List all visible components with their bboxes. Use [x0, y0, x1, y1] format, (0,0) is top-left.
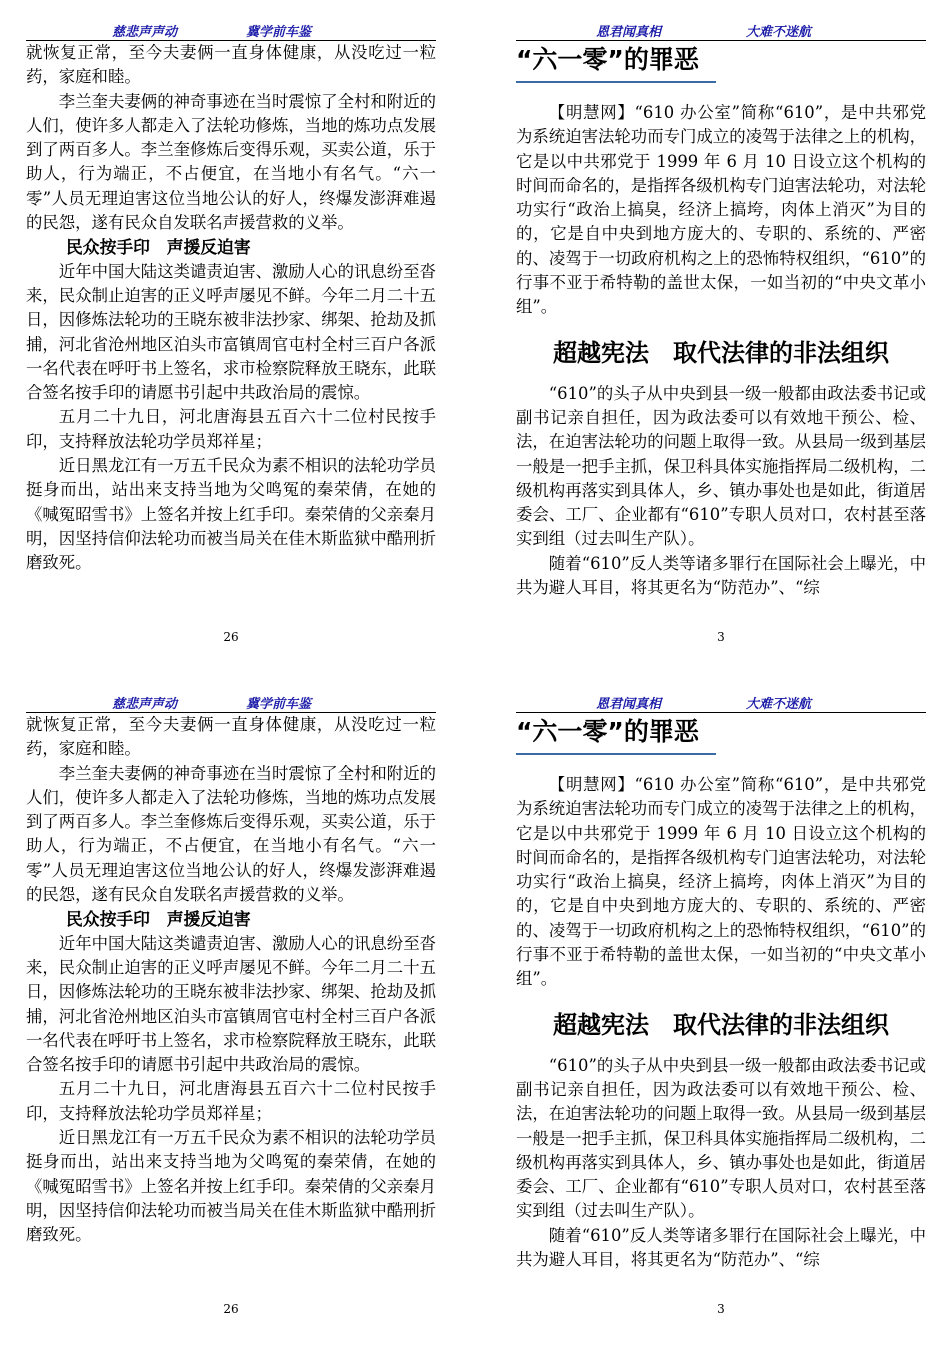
header-right-text: 冀学前车鉴: [246, 697, 312, 712]
header-left-text: 恩君闻真相: [596, 697, 662, 712]
header-right-text: 冀学前车鉴: [246, 25, 312, 40]
subheading: 民众按手印 声援反迫害: [66, 237, 251, 258]
page-26-bottom: [26, 686, 436, 1316]
running-header: [516, 14, 926, 41]
paragraph: “610”的头子从中央到县一级一般都由政法委书记或副书记亲自担任，因为政法委可以有效地干预公、检、法，在迫害法轮功的问题上取得一致。从县局一级到基层一般是一把手主抓，保卫科具体实施指挥局二级机构，二级机构再落实到具体人，乡、镇办事处也是如此，街道居委会、工厂、企业都有“610”专职人员对口，农村甚至落实到组（过去叫生产队）。: [516, 1055, 926, 1221]
running-header: [26, 686, 436, 713]
paragraph: 近日黑龙江有一万五千民众为素不相识的法轮功学员挺身而出，站出来支持当地为父鸣冤的秦荣倩，在她的《喊冤昭雪书》上签名并按上红手印。秦荣倩的父亲秦月明，因坚持信仰法轮功而被当局关在佳木斯监狱中酷刑折磨致死。: [26, 1128, 436, 1245]
section-heading: 超越宪法 取代法律的非法组织: [553, 338, 889, 367]
running-header: [516, 686, 926, 713]
header-right-text: 大难不迷航: [746, 697, 812, 712]
paragraph: 就恢复正常，至今夫妻俩一直身体健康，从没吃过一粒药，家庭和睦。: [26, 715, 436, 759]
article-title: “六一零”的罪恶: [516, 717, 716, 755]
paragraph: 【明慧网】“610 办公室”简称“610”，是中共邪党为系统迫害法轮功而专门成立的凌驾于法律之上的机构，它是以中共邪党于 1999 年 6 月 10 日设立这个机构的时间而命名的，是指挥各级机构专门迫害法轮功，对法轮功实行“政治上搞臭，经济上搞垮，肉体上消灭”为目的的，它是自中央到地方庞大的、专职的、系统的、严密的、凌驾于一切政府机构之上的恐怖特权组织，“610”的行事不亚于希特勒的盖世太保，一如当初的“中央文革小组”。: [516, 775, 926, 989]
paragraph: 李兰奎夫妻俩的神奇事迹在当时震惊了全村和附近的人们，使许多人都走入了法轮功修炼，当地的炼功点发展到了两百多人。李兰奎修炼后变得乐观，买卖公道，乐于助人，行为端正，不占便宜，在当地小有名气。“六一零”人员无理迫害这位当地公认的好人，终爆发澎湃难遏的民怨，遂有民众自发联名声援营救的义举。: [26, 91, 436, 233]
header-right-text: 大难不迷航: [746, 25, 812, 40]
header-left-text: 恩君闻真相: [596, 25, 662, 40]
page-body: [516, 101, 926, 600]
paragraph: 五月二十九日，河北唐海县五百六十二位村民按手印，支持释放法轮功学员郑祥星；: [26, 407, 436, 451]
section-heading: 超越宪法 取代法律的非法组织: [553, 1010, 889, 1039]
paragraph: “610”的头子从中央到县一级一般都由政法委书记或副书记亲自担任，因为政法委可以有效地干预公、检、法，在迫害法轮功的问题上取得一致。从县局一级到基层一般是一把手主抓，保卫科具体实施指挥局二级机构，二级机构再落实到具体人，乡、镇办事处也是如此，街道居委会、工厂、企业都有“610”专职人员对口，农村甚至落实到组（过去叫生产队）。: [516, 383, 926, 549]
paragraph: 就恢复正常，至今夫妻俩一直身体健康，从没吃过一粒药，家庭和睦。: [26, 43, 436, 87]
header-left-text: 慈悲声声动: [112, 25, 178, 40]
header-left-text: 慈悲声声动: [112, 697, 178, 712]
article-title: “六一零”的罪恶: [516, 45, 716, 83]
paragraph: 随着“610”反人类等诸多罪行在国际社会上曝光，中共为避人耳目，将其更名为“防范办”、“综: [516, 1225, 926, 1270]
paragraph: 李兰奎夫妻俩的神奇事迹在当时震惊了全村和附近的人们，使许多人都走入了法轮功修炼，当地的炼功点发展到了两百多人。李兰奎修炼后变得乐观，买卖公道，乐于助人，行为端正，不占便宜，在当地小有名气。“六一零”人员无理迫害这位当地公认的好人，终爆发澎湃难遏的民怨，遂有民众自发联名声援营救的义举。: [26, 763, 436, 905]
page-number: 3: [717, 630, 725, 644]
page-26-top: [26, 14, 436, 644]
page-number: 26: [223, 1302, 239, 1316]
running-header: [26, 14, 436, 41]
page-3-bottom: [516, 686, 926, 1316]
paragraph: 五月二十九日，河北唐海县五百六十二位村民按手印，支持释放法轮功学员郑祥星；: [26, 1079, 436, 1123]
page-body: [26, 41, 436, 576]
page-body: [26, 713, 436, 1248]
page-number: 26: [223, 630, 239, 644]
paragraph: 【明慧网】“610 办公室”简称“610”，是中共邪党为系统迫害法轮功而专门成立的凌驾于法律之上的机构，它是以中共邪党于 1999 年 6 月 10 日设立这个机构的时间而命名的，是指挥各级机构专门迫害法轮功，对法轮功实行“政治上搞臭，经济上搞垮，肉体上消灭”为目的的，它是自中央到地方庞大的、专职的、系统的、严密的、凌驾于一切政府机构之上的恐怖特权组织，“610”的行事不亚于希特勒的盖世太保，一如当初的“中央文革小组”。: [516, 103, 926, 317]
subheading: 民众按手印 声援反迫害: [66, 909, 251, 930]
paragraph: 近日黑龙江有一万五千民众为素不相识的法轮功学员挺身而出，站出来支持当地为父鸣冤的秦荣倩，在她的《喊冤昭雪书》上签名并按上红手印。秦荣倩的父亲秦月明，因坚持信仰法轮功而被当局关在佳木斯监狱中酷刑折磨致死。: [26, 456, 436, 573]
paragraph: 随着“610”反人类等诸多罪行在国际社会上曝光，中共为避人耳目，将其更名为“防范办”、“综: [516, 553, 926, 598]
page-body: [516, 773, 926, 1272]
paragraph: 近年中国大陆这类谴责迫害、激励人心的讯息纷至沓来，民众制止迫害的正义呼声屡见不鲜。今年二月二十五日，因修炼法轮功的王晓东被非法抄家、绑架、抢劫及抓捕，河北省沧州地区泊头市富镇周官屯村全村三百户各派一名代表在呼吁书上签名，求市检察院释放王晓东，此联合签名按手印的请愿书引起中共政治局的震惊。: [26, 933, 436, 1075]
page-3-top: [516, 14, 926, 644]
paragraph: 近年中国大陆这类谴责迫害、激励人心的讯息纷至沓来，民众制止迫害的正义呼声屡见不鲜。今年二月二十五日，因修炼法轮功的王晓东被非法抄家、绑架、抢劫及抓捕，河北省沧州地区泊头市富镇周官屯村全村三百户各派一名代表在呼吁书上签名，求市检察院释放王晓东，此联合签名按手印的请愿书引起中共政治局的震惊。: [26, 261, 436, 403]
page-number: 3: [717, 1302, 725, 1316]
